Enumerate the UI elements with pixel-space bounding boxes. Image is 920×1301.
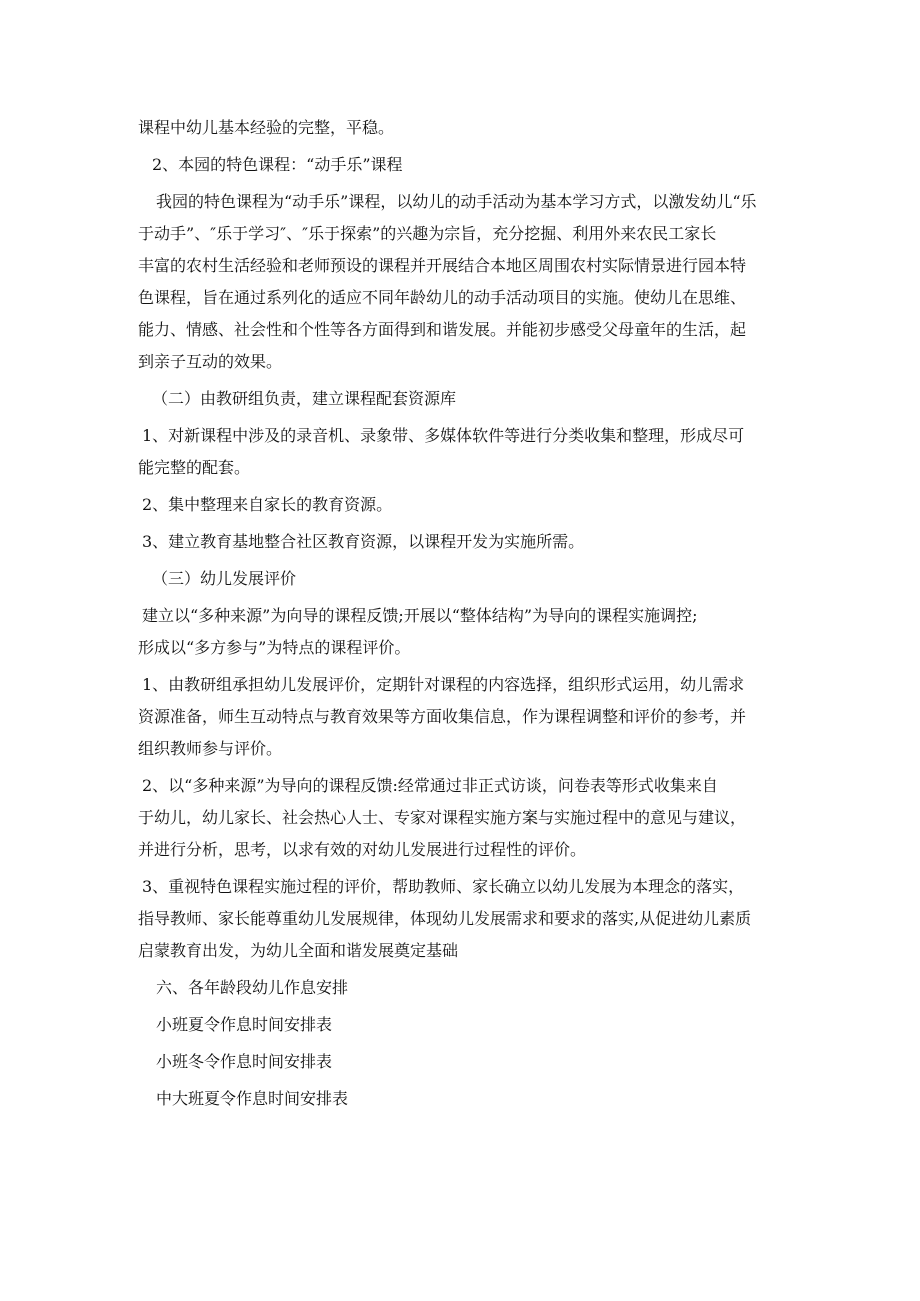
paragraph-item-1-resources-cont (138, 452, 788, 484)
text-line: 2、本园的特色课程：“动手乐”课程 (152, 155, 403, 174)
text-line: 于动手”、″乐于学习″、″乐于探索”的兴趣为宗旨，充分挖掘、利用外来农民工家长 (138, 224, 717, 243)
text-line: 建立以“多种来源”为向导的课程反馈;开展以“整体结构”为导向的课程实施调控; (142, 606, 698, 625)
text-line: 3、重视特色课程实施过程的评价，帮助教师、家长确立以幼儿发展为本理念的落实， (142, 877, 745, 896)
text-line: 于幼儿，幼儿家长、社会热心人士、专家对课程实施方案与实施过程中的意见与建议， (138, 808, 747, 827)
paragraph-eval-item-3-cont (138, 903, 788, 967)
text-line: （三）幼儿发展评价 (152, 569, 297, 588)
text-line: 组织教师参与评价。 (138, 739, 283, 758)
heading-featured-course (138, 149, 788, 181)
paragraph-eval-item-2 (138, 770, 788, 802)
text-line: 1、由教研组承担幼儿发展评价，定期针对课程的内容选择，组织形式运用，幼儿需求 (142, 675, 745, 694)
text-line: 丰富的农村生活经验和老师预设的课程并开展结合本地区周围农村实际情景进行园本特 (138, 256, 747, 275)
paragraph-eval-item-1-cont (138, 701, 788, 765)
paragraph-eval-item-2-cont (138, 802, 788, 866)
heading-section-three (138, 563, 788, 595)
heading-section-six (138, 972, 788, 1004)
paragraph-intro-tail (138, 112, 788, 144)
paragraph-eval-item-3 (138, 871, 788, 903)
text-line: 我园的特色课程为“动手乐”课程，以幼儿的动手活动为基本学习方式，以激发幼儿“乐 (156, 192, 757, 211)
text-line: 1、对新课程中涉及的录音机、录象带、多媒体软件等进行分类收集和整理，形成尽可 (142, 426, 745, 445)
paragraph-item-2-parents (138, 489, 788, 521)
paragraph-item-1-resources (138, 420, 788, 452)
paragraph-eval-item-1 (138, 669, 788, 701)
paragraph-featured-course-cont (138, 218, 788, 378)
paragraph-item-3-community (138, 526, 788, 558)
schedule-mid-large-summer (138, 1083, 788, 1115)
text-line: 小班冬令作息时间安排表 (156, 1052, 333, 1071)
paragraph-evaluation-intro-cont (138, 632, 788, 664)
text-line: 2、以“多种来源”为导向的课程反馈:经常通过非正式访谈，问卷表等形式收集来自 (142, 776, 718, 795)
text-line: 课程中幼儿基本经验的完整，平稳。 (138, 118, 395, 137)
text-line: 中大班夏令作息时间安排表 (156, 1089, 349, 1108)
text-line: 能力、情感、社会性和个性等各方面得到和谐发展。并能初步感受父母童年的生活，起 (138, 320, 747, 339)
heading-section-two (138, 383, 788, 415)
text-line: （二）由教研组负责，建立课程配套资源库 (152, 389, 457, 408)
paragraph-featured-course (138, 186, 788, 218)
text-line: 色课程，旨在通过系列化的适应不同年龄幼儿的动手活动项目的实施。使幼儿在思维、 (138, 288, 747, 307)
schedule-small-summer (138, 1009, 788, 1041)
schedule-small-winter (138, 1046, 788, 1078)
text-line: 形成以“多方参与”为特点的课程评价。 (138, 638, 411, 657)
text-line: 2、集中整理来自家长的教育资源。 (142, 495, 393, 514)
text-line: 并进行分析，思考，以求有效的对幼儿发展进行过程性的评价。 (138, 840, 587, 859)
text-line: 启蒙教育出发，为幼儿全面和谐发展奠定基础 (138, 941, 459, 960)
document-body (138, 112, 788, 1115)
paragraph-evaluation-intro (138, 600, 788, 632)
text-line: 指导教师、家长能尊重幼儿发展规律，体现幼儿发展需求和要求的落实,从促进幼儿素质 (138, 909, 752, 928)
text-line: 小班夏令作息时间安排表 (156, 1015, 333, 1034)
text-line: 到亲子互动的效果。 (138, 352, 283, 371)
text-line: 3、建立教育基地整合社区教育资源，以课程开发为实施所需。 (142, 532, 585, 551)
text-line: 资源准备，师生互动特点与教育效果等方面收集信息，作为课程调整和评价的参考，并 (138, 707, 747, 726)
text-line: 六、各年龄段幼儿作息安排 (156, 978, 349, 997)
text-line: 能完整的配套。 (138, 458, 251, 477)
